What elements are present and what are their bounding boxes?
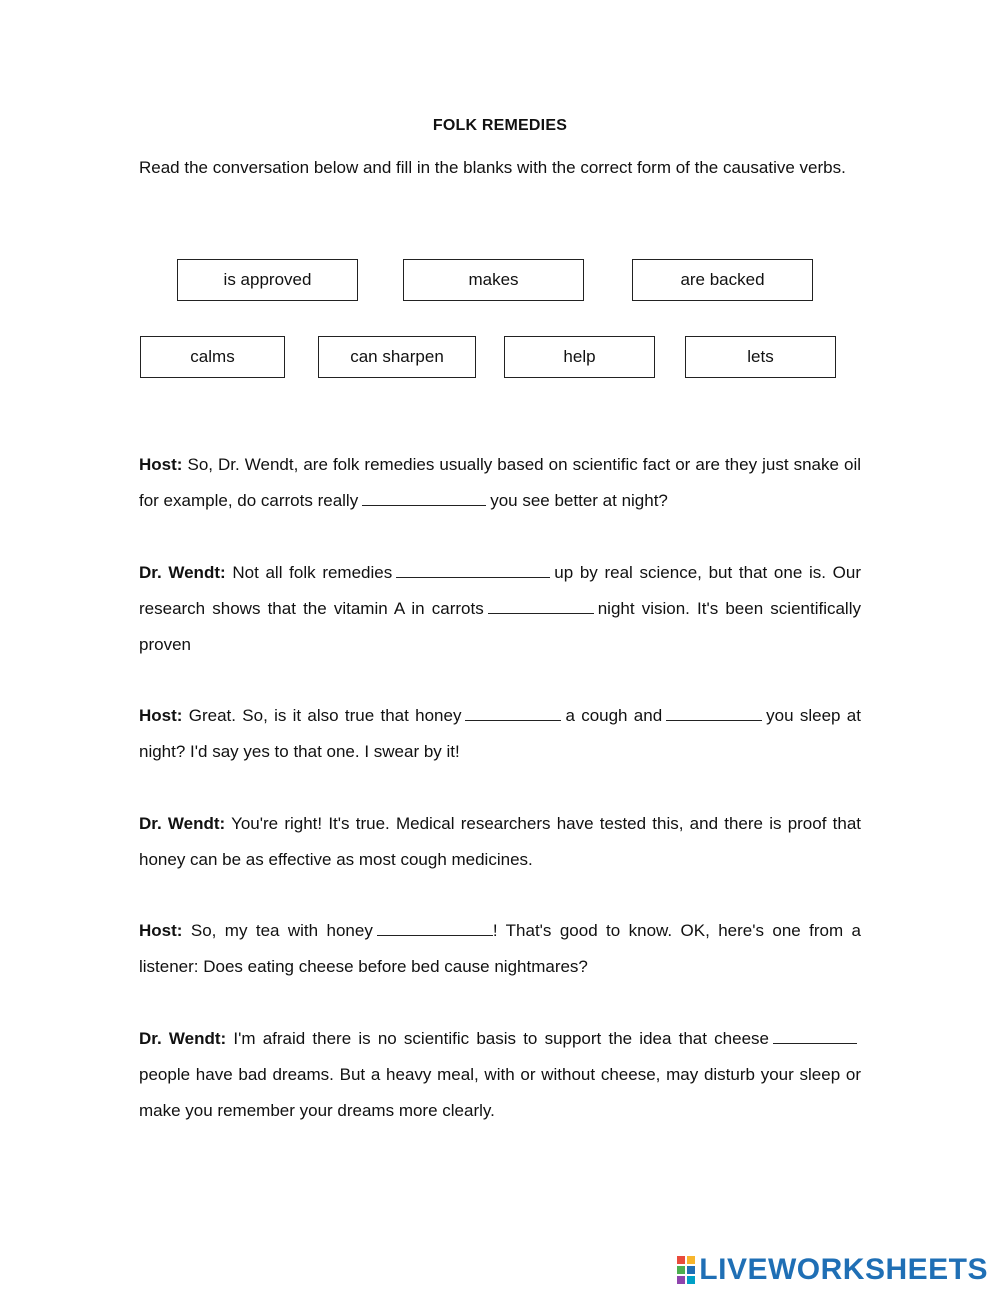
logo-text: LIVEWORKSHEETS [699,1253,988,1286]
logo-square [676,1255,686,1265]
dialog-text: Not all folk remedies [225,563,393,582]
word-bank-item [632,259,813,301]
answer-blank-3[interactable] [488,597,594,614]
dialog-text: ! That's good to know. OK, here's one from a listener: Does eating cheese before bed cause nightmares? [139,921,861,976]
word-bank-item [403,259,584,301]
word-bank-label: help [563,347,596,366]
answer-blank-1[interactable] [362,489,486,506]
speaker-label: Host: [139,921,183,940]
worksheet-title: FOLK REMEDIES [432,117,568,134]
word-bank-item [504,336,655,378]
dialog-host-3 [139,913,861,985]
dialog-text: You're right! It's true. Medical researchers have tested this, and there is proof that honey can be as effective as most cough medicines. [139,814,861,869]
answer-blank-2[interactable] [396,561,550,578]
word-bank-item [318,336,476,378]
word-bank-label: is approved [223,270,312,289]
speaker-label: Host: [139,706,183,725]
speaker-label: Dr. Wendt: [139,563,226,582]
logo-square [686,1255,696,1265]
logo-square [686,1265,696,1275]
dialog-text: I'm afraid there is no scientific basis to support the idea that cheese [226,1029,769,1048]
word-bank-label: can sharpen [350,347,444,366]
dialog-host-1 [139,447,861,519]
dialog-text: up by real science, but that one is. Our research shows that the vitamin A in carrots [139,563,862,618]
dialog-text: a cough and [565,706,663,725]
word-bank-item [140,336,285,378]
logo-mark-icon [676,1255,696,1285]
speaker-label: Dr. Wendt: [139,814,226,833]
word-bank-item [685,336,836,378]
dialog-text: night vision. It's been scientifically proven [139,599,861,654]
liveworksheets-logo [676,1252,988,1288]
instructions-text: Read the conversation below and fill in the blanks with the correct form of the causative verbs. [139,158,846,177]
logo-square [676,1265,686,1275]
dialog-text: you see better at night? [490,491,668,510]
word-bank-item [177,259,358,301]
speaker-label: Dr. Wendt: [139,1029,227,1048]
dialog-text: you sleep at night? I'd say yes to that one. I swear by it! [139,706,861,761]
logo-square [686,1275,696,1285]
word-bank-label: calms [190,347,235,366]
answer-blank-7[interactable] [773,1027,857,1044]
answer-blank-6[interactable] [377,919,493,936]
dialog-wendt-2 [139,806,861,878]
dialog-text: So, Dr. Wendt, are folk remedies usually based on scientific fact or are they just snake oil for example, do carrots really [139,455,861,510]
logo-square [676,1275,686,1285]
dialog-text: So, my tea with honey [182,921,373,940]
dialog-wendt-1 [139,555,861,663]
word-bank-label: makes [468,270,519,289]
dialog-text: people have bad dreams. But a heavy meal, with or without cheese, may disturb your sleep or make you remember your dreams more clearly. [139,1065,861,1120]
speaker-label: Host: [139,455,183,474]
word-bank-label: lets [747,347,774,366]
answer-blank-4[interactable] [465,704,561,721]
word-bank-label: are backed [680,270,765,289]
dialog-host-2 [139,698,861,770]
dialog-wendt-3 [139,1021,861,1129]
dialog-text: Great. So, is it also true that honey [182,706,462,725]
answer-blank-5[interactable] [666,704,762,721]
